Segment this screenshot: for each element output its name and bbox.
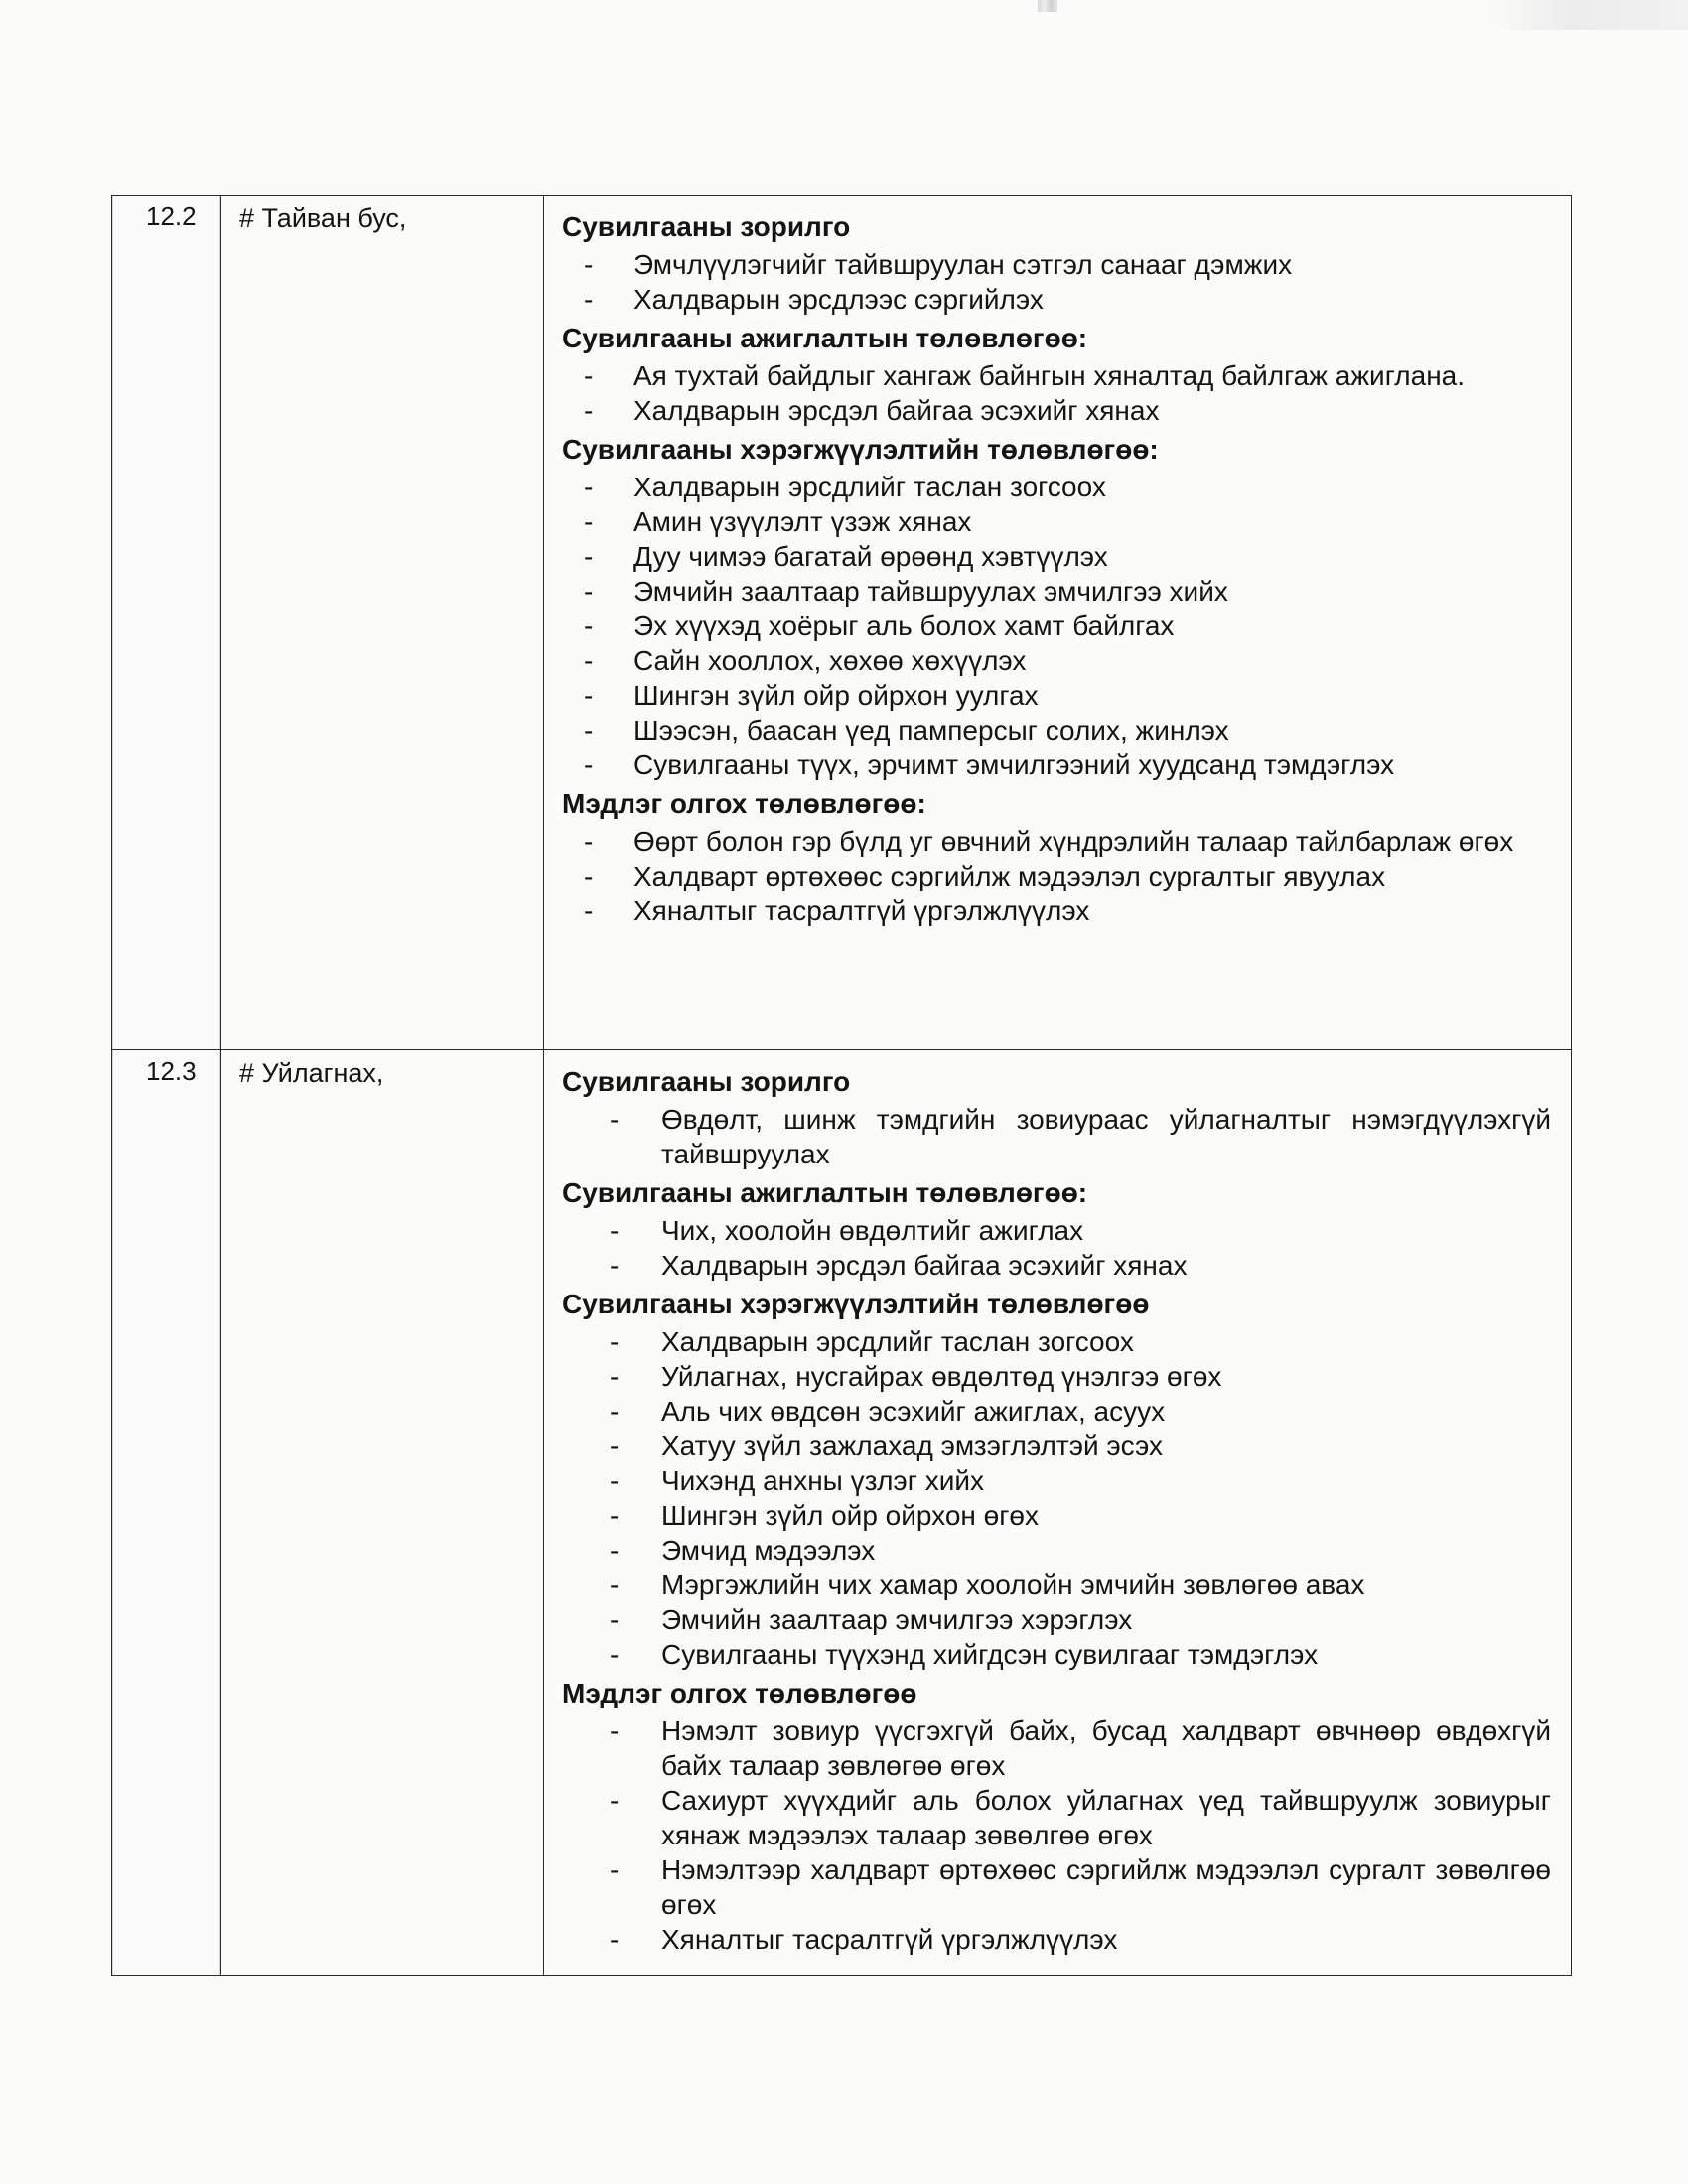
list-item: - Халдварт өртөхөөс сэргийлж мэдээлэл сургалтыг явуулах [562, 859, 1551, 893]
list-item: - Хяналтыг тасралтгүй үргэлжлүүлэх [562, 893, 1551, 928]
list-item: - Сувилгааны түүх, эрчимт эмчилгээний хуудсанд тэмдэглэх [562, 748, 1551, 782]
list-item: - Өөрт болон гэр бүлд уг өвчний хүндрэлийн талаар тайлбарлаж өгөх [562, 824, 1551, 859]
section-heading: Сувилгааны хэрэгжүүлэлтийн төлөвлөгөө: [562, 434, 1159, 465]
list-item: - Шээсэн, баасан үед памперсыг солих, жинлэх [562, 713, 1551, 748]
diagnosis-cell [221, 1050, 544, 1976]
row-number: 12.2 [146, 202, 197, 231]
list-item: - Эмчийн заалтаар тайвшруулах эмчилгээ хийх [562, 574, 1551, 609]
list-item: - Эмчлүүлэгчийг тайвшруулан сэтгэл санааг дэмжих [562, 247, 1551, 282]
list-item: - Сахиурт хүүхдийг аль болох уйлагнах үед тайвшруулж зовиурыг хянаж мэдээлэх талаар зөвөлгөө өгөх [562, 1783, 1551, 1852]
list-item: - Халдварын эрсдэл байгаа эсэхийг хянах [562, 1248, 1551, 1283]
section-heading: Сувилгааны хэрэгжүүлэлтийн төлөвлөгөө [562, 1289, 1150, 1319]
list-item: - Халдварын эрсдлийг таслан зогсоох [562, 1324, 1551, 1359]
plan-cell [544, 1050, 1572, 1976]
row-number: 12.3 [146, 1056, 197, 1086]
section-heading: Сувилгааны зорилго [562, 211, 851, 242]
list-item: - Халдварын эрсдлийг таслан зогсоох [562, 470, 1551, 504]
list-item: - Шингэн зүйл ойр ойрхон өгөх [562, 1498, 1551, 1533]
list-item: - Халдварын эрсдлээс сэргийлэх [562, 282, 1551, 317]
list-item: - Нэмэлт зовиур үүсгэхгүй байх, бусад халдварт өвчнөөр өвдөхгүй байх талаар зөвлөгөө өгөх [562, 1713, 1551, 1783]
list-item: - Ая тухтай байдлыг хангаж байнгын хяналтад байлгаж ажиглана. [562, 358, 1551, 393]
table-row [112, 1050, 1572, 1976]
list-item: - Чих, хоолойн өвдөлтийг ажиглах [562, 1213, 1551, 1248]
section-heading: Сувилгааны ажиглалтын төлөвлөгөө: [562, 323, 1088, 353]
diagnosis-cell [221, 196, 544, 1050]
list-item: - Хатуу зүйл зажлахад эмзэглэлтэй эсэх [562, 1429, 1551, 1463]
list-item: - Чихэнд анхны үзлэг хийх [562, 1463, 1551, 1498]
scan-artifact [1489, 0, 1688, 30]
diagnosis-text: # Тайван бус, [239, 204, 407, 233]
list-item: - Эх хүүхэд хоёрыг аль болох хамт байлгах [562, 609, 1551, 643]
table-row [112, 196, 1572, 1050]
scan-artifact [1038, 0, 1057, 12]
list-item: - Халдварын эрсдэл байгаа эсэхийг хянах [562, 393, 1551, 428]
list-item: - Эмчийн заалтаар эмчилгээ хэрэглэх [562, 1602, 1551, 1637]
list-item: - Хяналтыг тасралтгүй үргэлжлүүлэх [562, 1922, 1551, 1957]
diagnosis-text: # Уйлагнах, [239, 1058, 384, 1088]
list-item: - Дуу чимээ багатай өрөөнд хэвтүүлэх [562, 539, 1551, 574]
section-heading: Мэдлэг олгох төлөвлөгөө [562, 1678, 917, 1708]
section-heading: Мэдлэг олгох төлөвлөгөө: [562, 788, 926, 819]
list-item: - Нэмэлтээр халдварт өртөхөөс сэргийлж мэдээлэл сургалт зөвөлгөө өгөх [562, 1852, 1551, 1922]
list-item: - Амин үзүүлэлт үзэж хянах [562, 504, 1551, 539]
plan-cell [544, 196, 1572, 1050]
section-heading: Сувилгааны ажиглалтын төлөвлөгөө: [562, 1177, 1088, 1208]
list-item: - Эмчид мэдээлэх [562, 1533, 1551, 1568]
list-item: - Өвдөлт, шинж тэмдгийн зовиураас уйлагналтыг нэмэгдүүлэхгүй тайвшруулах [562, 1102, 1551, 1171]
list-item: - Аль чих өвдсөн эсэхийг ажиглах, асуух [562, 1394, 1551, 1429]
section-heading: Сувилгааны зорилго [562, 1066, 851, 1097]
row-number-cell [112, 1050, 221, 1976]
nursing-plan-table [111, 195, 1572, 1976]
list-item: - Сайн хооллох, хөхөө хөхүүлэх [562, 643, 1551, 678]
list-item: - Шингэн зүйл ойр ойрхон уулгах [562, 678, 1551, 713]
list-item: - Уйлагнах, нусгайрах өвдөлтөд үнэлгээ өгөх [562, 1359, 1551, 1394]
list-item: - Сувилгааны түүхэнд хийгдсэн сувилгааг тэмдэглэх [562, 1637, 1551, 1672]
row-number-cell [112, 196, 221, 1050]
list-item: - Мэргэжлийн чих хамар хоолойн эмчийн зөвлөгөө авах [562, 1568, 1551, 1602]
